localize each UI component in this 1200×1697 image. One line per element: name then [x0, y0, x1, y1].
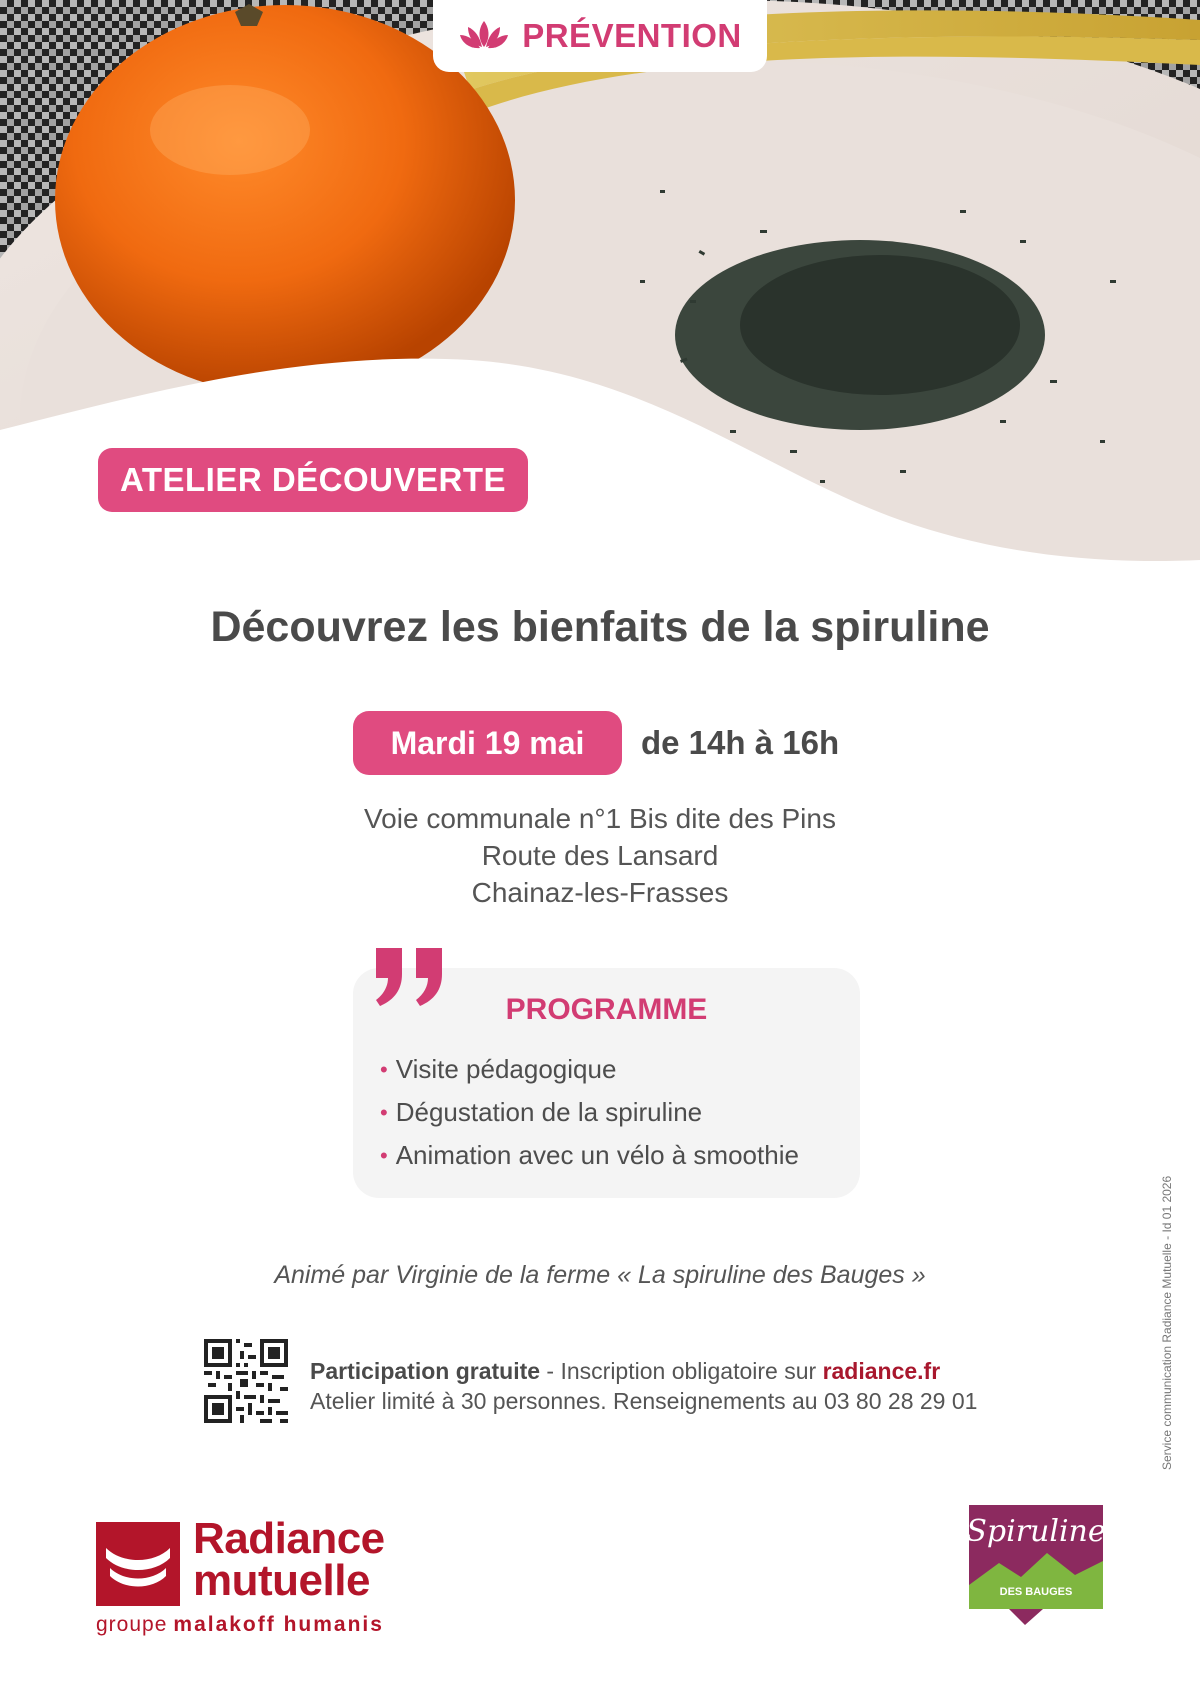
radiance-logo-icon: [96, 1522, 180, 1606]
partner-sub: DES BAUGES: [999, 1586, 1073, 1598]
lotus-icon: [458, 17, 510, 56]
address-line: Chainaz-les-Frasses: [471, 877, 729, 908]
registration-info: [310, 1356, 977, 1416]
bullet-icon: •: [380, 1056, 388, 1082]
group-brand: malakoff humanis: [173, 1613, 384, 1636]
address-line: Route des Lansard: [481, 840, 719, 871]
bullet-icon: •: [380, 1142, 388, 1168]
group-name: [96, 1613, 384, 1637]
brand-line: mutuelle: [193, 1556, 370, 1605]
programme-title: PROGRAMME: [505, 993, 708, 1026]
group-prefix: groupe: [96, 1613, 168, 1636]
address-block: [0, 800, 1200, 911]
list-item: [380, 1091, 799, 1134]
list-item-text: Dégustation de la spiruline: [395, 1097, 703, 1127]
address-line: Voie communale n°1 Bis dite des Pins: [364, 803, 836, 834]
date-badge: Mardi 19 mai: [353, 711, 622, 775]
animator-credit: Animé par Virginie de la ferme « La spiruline des Bauges »: [274, 1261, 926, 1289]
website-link[interactable]: radiance.fr: [822, 1358, 941, 1384]
list-item: [380, 1134, 799, 1177]
brand-name: [193, 1514, 385, 1605]
list-item: [380, 1048, 799, 1091]
partner-logo: [969, 1505, 1103, 1625]
time-range: de 14h à 16h: [641, 724, 840, 761]
category-label: PRÉVENTION: [522, 17, 742, 54]
event-type-badge: ATELIER DÉCOUVERTE: [98, 448, 528, 512]
side-credit: Service communication Radiance Mutuelle - Id 01 2026: [1160, 1175, 1174, 1470]
partner-script: Spiruline: [969, 1514, 1103, 1549]
qr-code[interactable]: [204, 1339, 288, 1423]
registration-line-1: [310, 1356, 977, 1386]
brand-line: Radiance: [193, 1514, 385, 1563]
programme-list: [380, 1048, 799, 1177]
registration-text: - Inscription obligatoire sur: [540, 1358, 823, 1384]
free-participation: Participation gratuite: [310, 1358, 541, 1384]
page-title: Découvrez les bienfaits de la spiruline: [210, 603, 990, 651]
bullet-icon: •: [380, 1099, 388, 1125]
list-item-text: Animation avec un vélo à smoothie: [395, 1140, 799, 1170]
registration-line-2: Atelier limité à 30 personnes. Renseignements au 03 80 28 29 01: [310, 1388, 978, 1414]
list-item-text: Visite pédagogique: [395, 1054, 617, 1084]
category-badge: [433, 0, 767, 72]
